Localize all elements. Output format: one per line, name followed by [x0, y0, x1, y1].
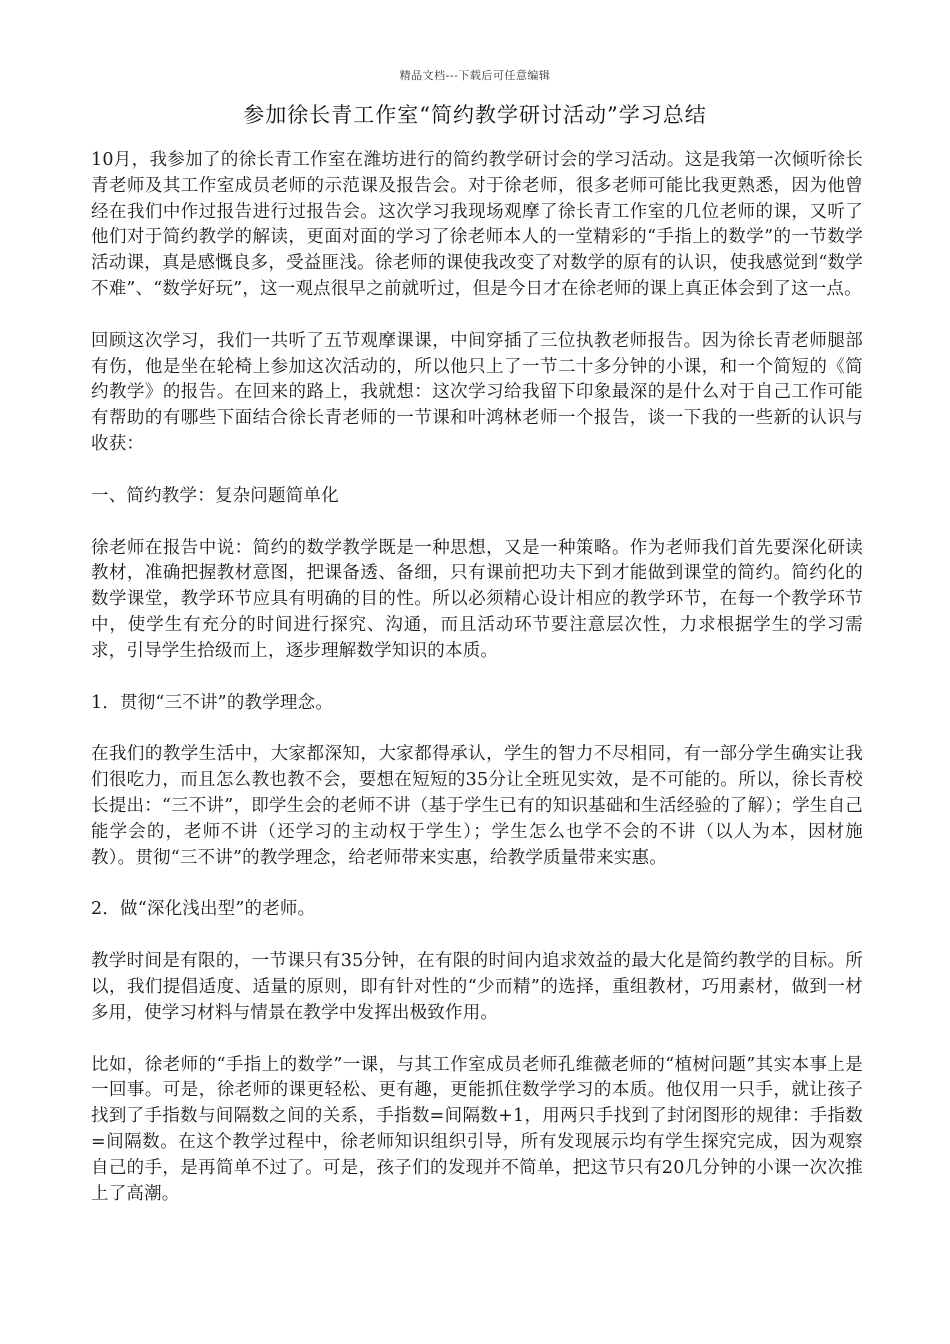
header-note: 精品文档---下载后可任意编辑	[399, 69, 551, 82]
paragraph-example: 比如，徐老师的“手指上的数学”一课，与其工作室成员老师孔维薇老师的“植树问题”其实本事上是一回事。可是，徐老师的课更轻松、更有趣，更能抓住数学学习的本质。他仅用一只手，就让孩子找到了手指数与间隔数之间的关系，手指数=间隔数+1，用两只手找到了封闭图形的规律：手指数=间隔数。在这个教学过程中，徐老师知识组织引导，所有发现展示均有学生探究完成，因为观察自己的手，是再简单不过了。可是，孩子们的发现并不简单，把这节只有20几分钟的小课一次次推上了高潮。	[91, 1054, 863, 1204]
section-heading-1: 一、简约教学：复杂问题简单化	[91, 485, 339, 506]
paragraph-review: 回顾这次学习，我们一共听了五节观摩课课，中间穿插了三位执教老师报告。因为徐长青老师腿部有伤，他是坐在轮椅上参加这次活动的，所以他只上了一节二十多分钟的小课，和一个简短的《简约教学》的报告。在回来的路上，我就想：这次学习给我留下印象最深的是什么对于自己工作可能有帮助的有哪些下面结合徐长青老师的一节课和叶鸿林老师一个报告，谈一下我的一些新的认识与收获：	[91, 330, 863, 454]
subheading-1: 1．贯彻“三不讲”的教学理念。	[91, 692, 334, 713]
document-body	[91, 148, 863, 1233]
subheading-2: 2．做“深化浅出型”的老师。	[91, 899, 316, 920]
paragraph-simple-teaching: 徐老师在报告中说：简约的数学教学既是一种思想，又是一种策略。作为老师我们首先要深化研读教材，准确把握教材意图，把课备透、备细，只有课前把功夫下到才能做到课堂的简约。简约化的数学课堂，教学环节应具有明确的目的性。所以必须精心设计相应的教学环节，在每一个教学环节中，使学生有充分的时间进行探究、沟通，而且活动环节要注意层次性，力求根据学生的学习需求，引导学生拾级而上，逐步理解数学知识的本质。	[91, 537, 863, 661]
paragraph-time-limited: 教学时间是有限的，一节课只有35分钟，在有限的时间内追求效益的最大化是简约教学的目标。所以，我们提倡适度、适量的原则，即有针对性的“少而精”的选择，重组教材，巧用素材，做到一材多用，使学习材料与情景在教学中发挥出极致作用。	[91, 951, 863, 1023]
paragraph-three-no: 在我们的教学生活中，大家都深知，大家都得承认，学生的智力不尽相同，有一部分学生确实让我们很吃力，而且怎么教也教不会，要想在短短的35分让全班见实效，是不可能的。所以，徐长青校长提出：“三不讲”，即学生会的老师不讲（基于学生已有的知识基础和生活经验的了解）；学生自己能学会的，老师不讲（还学习的主动权于学生）；学生怎么也学不会的不讲（以人为本，因材施教）。贯彻“三不讲”的教学理念，给老师带来实惠，给教学质量带来实惠。	[91, 744, 863, 868]
paragraph-intro: 10月，我参加了的徐长青工作室在潍坊进行的简约教学研讨会的学习活动。这是我第一次倾听徐长青老师及其工作室成员老师的示范课及报告会。对于徐老师，很多老师可能比我更熟悉，因为他曾经在我们中作过报告进行过报告会。这次学习我现场观摩了徐长青工作室的几位老师的课，又听了他们对于简约教学的解读，更面对面的学习了徐老师本人的一堂精彩的“手指上的数学”的一节数学活动课，真是感慨良多，受益匪浅。徐老师的课使我改变了对数学的原有的认识，使我感觉到“数学不难”、“数学好玩”，这一观点很早之前就听过，但是今日才在徐老师的课上真正体会到了这一点。	[91, 150, 863, 299]
document-title: 参加徐长青工作室“简约教学研讨活动”学习总结	[243, 103, 707, 127]
